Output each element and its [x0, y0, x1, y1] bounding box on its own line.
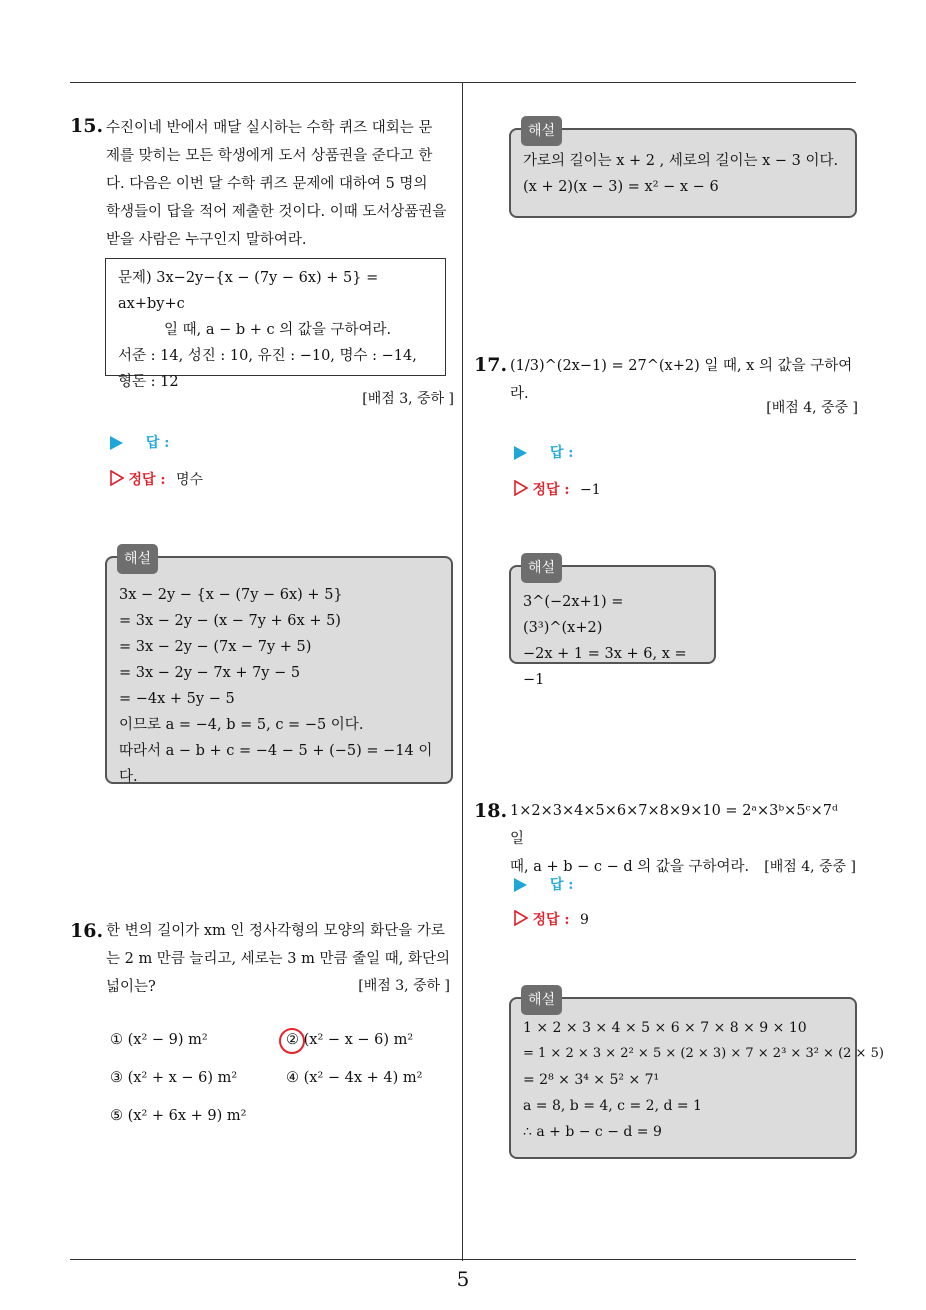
q18-solution-line: = 1 × 2 × 3 × 2² × 5 × (2 × 3) × 7 × 2³ × 3² × (2 × 5): [523, 1046, 884, 1061]
q18-answer-label: 답 :: [549, 877, 574, 893]
q15-line: 수진이네 반에서 매달 실시하는 수학 퀴즈 대회는 문: [106, 120, 433, 136]
q18-line-text: 때, a + b − c − d 의 값을 구하여라.: [510, 859, 750, 875]
q18-answer-row: [514, 874, 573, 894]
q17-number: 17.: [474, 354, 508, 376]
q15-solution-line: = 3x − 2y − (x − 7y + 6x + 5): [119, 613, 341, 629]
q18-number: 18.: [474, 800, 508, 822]
q15-correct-value: 명수: [176, 472, 204, 488]
q15-line: 제를 맞히는 모든 학생에게 도서 상품권을 준다고 한: [106, 148, 433, 164]
q18-correct-label: 정답 :: [532, 912, 570, 928]
q17-correct-label: 정답 :: [532, 482, 570, 498]
solution-tag: 해설: [521, 985, 562, 1015]
q18-solution-line: = 2⁸ × 3⁴ × 5² × 7¹: [523, 1072, 660, 1088]
q17-points: [배점 4, 중중 ]: [766, 400, 858, 416]
q16-number: 16.: [70, 920, 104, 942]
q15-box-line: 문제) 3x−2y−{x − (7y − 6x) + 5} = ax+by+c: [118, 270, 379, 312]
top-rule: [70, 82, 856, 83]
q18-solution-line: 1 × 2 × 3 × 4 × 5 × 6 × 7 × 8 × 9 × 10: [523, 1020, 807, 1036]
q16-points: [배점 3, 중하 ]: [358, 978, 450, 994]
q15-correct-row: [110, 469, 203, 489]
q16-option-3[interactable]: ③ (x² + x − 6) m²: [110, 1070, 238, 1086]
q18-solution-box: [509, 992, 884, 1159]
column-divider: [462, 83, 463, 1261]
q16-option-4[interactable]: ④ (x² − 4x + 4) m²: [286, 1070, 423, 1086]
q16-line: 넓이는?: [106, 979, 156, 995]
q16-option-1[interactable]: ① (x² − 9) m²: [110, 1032, 208, 1048]
q17-text: (1/3)^(2x−1) = 27^(x+2) 일 때, x 의 값을 구하여라.: [510, 358, 853, 402]
q18-solution-line: a = 8, b = 4, c = 2, d = 1: [523, 1098, 702, 1114]
q16-solution-line: (x + 2)(x − 3) = x² − x − 6: [523, 179, 719, 195]
q15-solution-line: = −4x + 5y − 5: [119, 691, 235, 707]
q16-option-2[interactable]: ② (x² − x − 6) m²: [286, 1032, 414, 1048]
q18-line: 1×2×3×4×5×6×7×8×9×10 = 2ᵃ×3ᵇ×5ᶜ×7ᵈ 일: [510, 803, 838, 847]
q15-answer-label: 답 :: [145, 435, 170, 451]
q17-correct-value: −1: [580, 482, 601, 498]
q18-question: [510, 797, 856, 881]
q15-box-line: 형돈 : 12: [118, 374, 179, 390]
q18-points: [배점 4, 중중 ]: [764, 859, 856, 875]
q15-solution-box: [105, 551, 453, 785]
solution-tag: 해설: [521, 116, 562, 146]
q17-solution-line: −2x + 1 = 3x + 6, x = −1: [523, 646, 687, 688]
q15-line: 학생들이 답을 적어 제출한 것이다. 이때 도서상품권을: [106, 204, 447, 220]
q17-solution-line: 3^(−2x+1) = (3³)^(x+2): [523, 594, 624, 636]
correct-arrow-icon: [514, 910, 528, 926]
q18-solution-line: ∴ a + b − c − d = 9: [523, 1124, 662, 1140]
q17-answer-row: [514, 442, 573, 462]
q15-solution-line: 이므로 a = −4, b = 5, c = −5 이다.: [119, 717, 364, 733]
q16-solution-box: [509, 123, 857, 218]
q15-problem-box: [105, 258, 446, 390]
bottom-rule: [70, 1259, 856, 1260]
q15-box-line: 일 때, a − b + c 의 값을 구하여라.: [164, 322, 392, 338]
solution-tag: 해설: [117, 544, 158, 574]
q15-correct-label: 정답 :: [128, 472, 166, 488]
q16-option-5[interactable]: ⑤ (x² + 6x + 9) m²: [110, 1108, 247, 1124]
q18-correct-value: 9: [580, 912, 589, 928]
q15-line: 다. 다음은 이번 달 수학 퀴즈 문제에 대하여 5 명의: [106, 176, 428, 192]
q17-correct-row: [514, 479, 601, 499]
q15-solution-line: = 3x − 2y − (7x − 7y + 5): [119, 639, 312, 655]
q15-box-line: 서준 : 14, 성진 : 10, 유진 : −10, 명수 : −14,: [118, 348, 417, 364]
page-number: 5: [456, 1267, 470, 1291]
answer-arrow-icon: [110, 436, 123, 450]
q16-line: 는 2 m 만큼 늘리고, 세로는 3 m 만큼 줄일 때, 화단의: [106, 951, 450, 967]
q15-solution-line: 따라서 a − b + c = −4 − 5 + (−5) = −14 이다.: [119, 743, 433, 785]
q15-solution-line: 3x − 2y − {x − (7y − 6x) + 5}: [119, 587, 343, 603]
q15-question: [106, 114, 456, 254]
q17-answer-label: 답 :: [549, 445, 574, 461]
q16-solution-line: 가로의 길이는 x + 2 , 세로의 길이는 x − 3 이다.: [523, 153, 839, 169]
q15-solution-line: = 3x − 2y − 7x + 7y − 5: [119, 665, 301, 681]
solution-tag: 해설: [521, 553, 562, 583]
q18-correct-row: [514, 909, 589, 929]
answer-arrow-icon: [514, 446, 527, 460]
q15-points: [배점 3, 중하 ]: [362, 391, 454, 407]
correct-arrow-icon: [110, 470, 124, 486]
q15-line: 받을 사람은 누구인지 말하여라.: [106, 232, 307, 248]
q17-solution-box: [509, 560, 716, 688]
correct-arrow-icon: [514, 480, 528, 496]
q15-answer-row: [110, 432, 169, 452]
q15-number: 15.: [70, 115, 104, 137]
q16-line: 한 변의 길이가 xm 인 정사각형의 모양의 화단을 가로: [106, 923, 445, 939]
answer-arrow-icon: [514, 878, 527, 892]
